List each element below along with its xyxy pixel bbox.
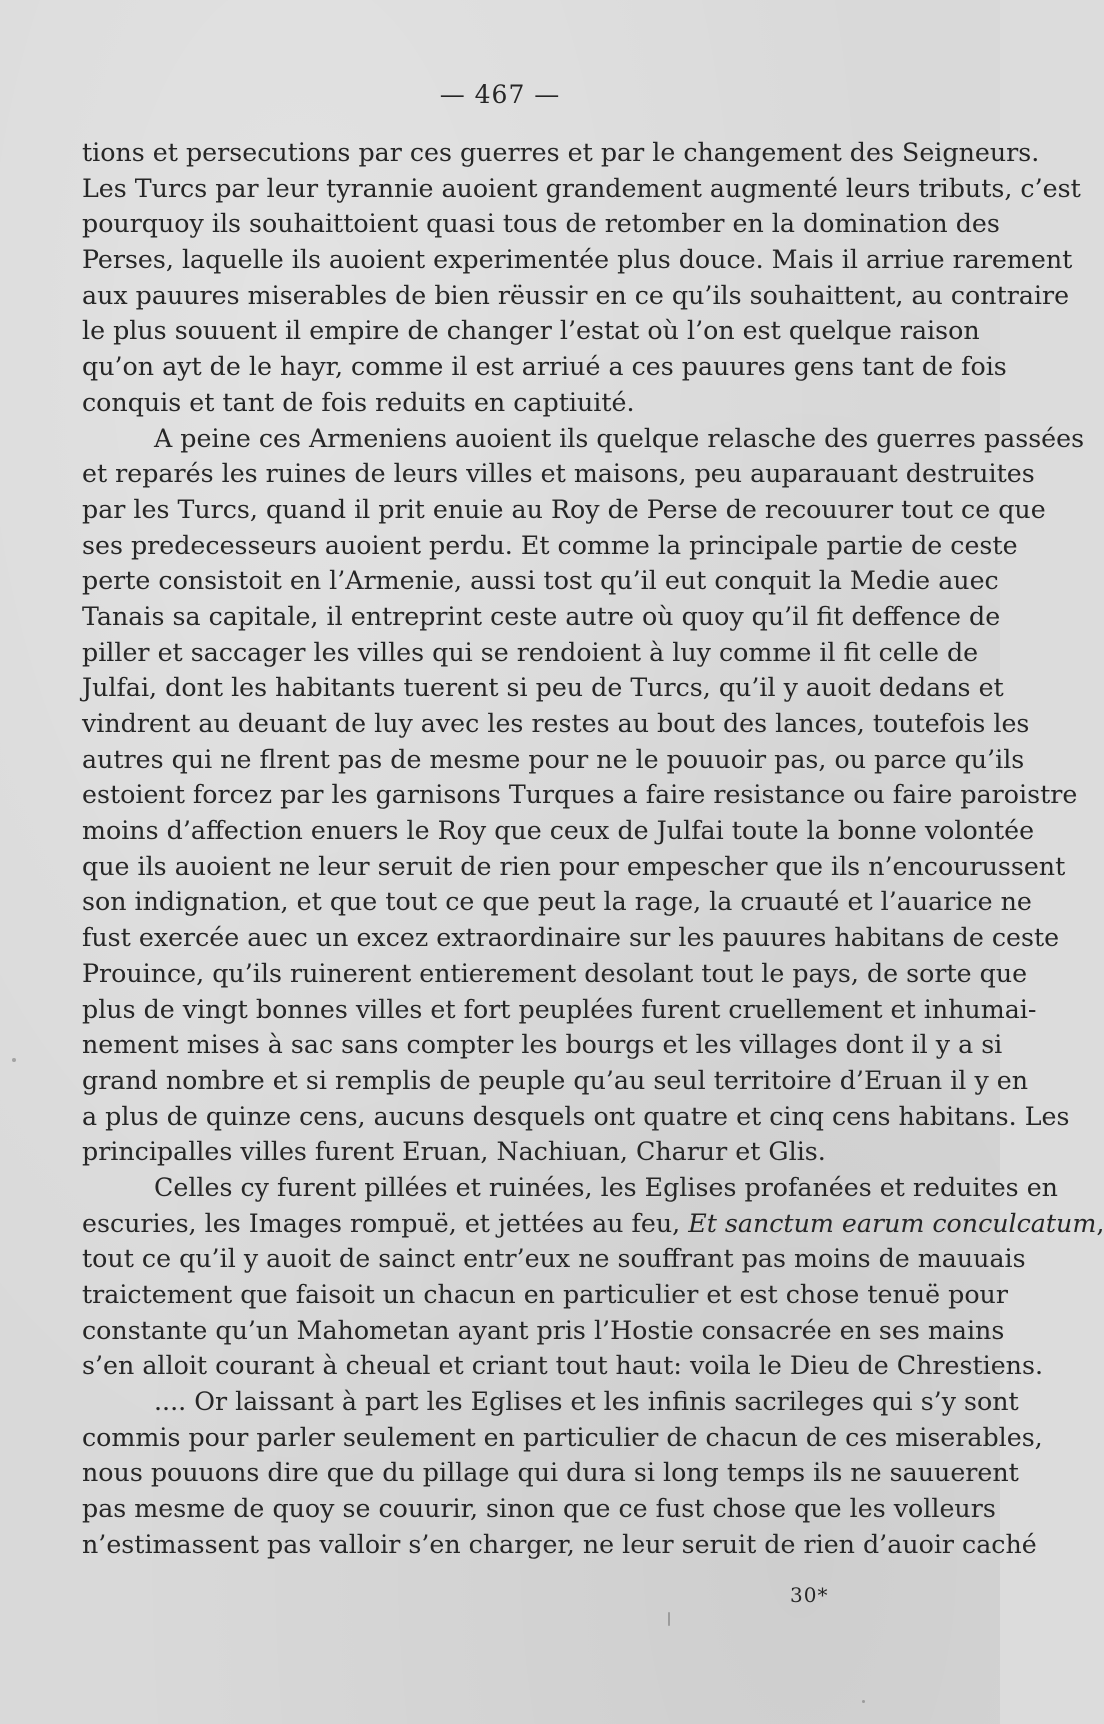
text-line: perte consistoit en l’Armenie, aussi tost qu’il eut conquit la Medie auec bbox=[82, 566, 999, 596]
text-line: et reparés les ruines de leurs villes et maisons, peu auparauant destruites bbox=[82, 459, 1035, 489]
text-line: le plus souuent il empire de changer l’estat où l’on est quelque raison bbox=[82, 316, 980, 346]
text-line: n’estimassent pas valloir s’en charger, ne leur seruit de rien d’auoir caché bbox=[82, 1529, 1037, 1559]
text-line: moins d’affection enuers le Roy que ceux de Julfai toute la bonne volontée bbox=[82, 816, 1035, 846]
text-line: traictement que faisoit un chacun en particulier et est chose tenuë pour bbox=[82, 1280, 1008, 1309]
text-line: vindrent au deuant de luy avec les restes au bout des lances, toutefois les bbox=[82, 709, 1030, 738]
text-line: tions et persecutions par ces guerres et par le changement des Seigneurs. bbox=[82, 138, 1040, 167]
text-line: s’en alloit courant à cheual et criant tout haut: voila le Dieu de Chrestiens. bbox=[82, 1351, 1043, 1381]
text-line: grand nombre et si remplis de peuple qu’au seul territoire d’Eruan il y en bbox=[82, 1065, 1029, 1095]
text-line: aux pauures miserables de bien rëussir en ce qu’ils souhaittent, au contraire bbox=[82, 280, 1070, 310]
text-line: pas mesme de quoy se couurir, sinon que ce fust chose que les volleurs bbox=[82, 1494, 996, 1524]
text-line: ses predecesseurs auoient perdu. Et comme la principale partie de ceste bbox=[82, 530, 1018, 560]
paper-speck bbox=[862, 1700, 865, 1703]
text-line: Julfai, dont les habitants tuerent si peu de Turcs, qu’il y auoit dedans et bbox=[82, 673, 1004, 703]
text-line: a plus de quinze cens, aucuns desquels ont quatre et cinq cens habitans. Les bbox=[82, 1101, 1070, 1131]
text-line: constante qu’un Mahometan ayant pris l’Hostie consacrée en ses mains bbox=[82, 1315, 1005, 1345]
text-line: pourquoy ils souhaittoient quasi tous de retomber en la domination des bbox=[82, 209, 1000, 239]
paper-speck bbox=[12, 1058, 16, 1062]
text-line: conquis et tant de fois reduits en captiuité. bbox=[82, 387, 635, 417]
text-line: principalles villes furent Eruan, Nachiuan, Charur et Glis. bbox=[82, 1137, 826, 1167]
text-line: son indignation, et que tout ce que peut la rage, la cruauté et l’auarice ne bbox=[82, 887, 1032, 917]
signature-mark: 30* bbox=[790, 1583, 829, 1607]
text-line: escuries, les Images rompuë, et jettées au feu, Et sanctum earum conculcatum, bbox=[82, 1208, 1104, 1238]
text-line: autres qui ne flrent pas de mesme pour ne le pouuoir pas, ou parce qu’ils bbox=[82, 744, 1025, 774]
text-line: estoient forcez par les garnisons Turques a faire resistance ou faire paroistre bbox=[82, 780, 1078, 810]
text-line: nement mises à sac sans compter les bourgs et les villages dont il y a si bbox=[82, 1030, 1003, 1060]
page-number: — 467 — bbox=[439, 80, 561, 109]
text-line: fust exercée auec un excez extraordinaire sur les pauures habitans de ceste bbox=[82, 923, 1060, 953]
text-line: piller et saccager les villes qui se rendoient à luy comme il fit celle de bbox=[82, 637, 979, 667]
text-line: tout ce qu’il y auoit de sainct entr’eux ne souffrant pas moins de mauuais bbox=[82, 1244, 1026, 1274]
text-line: par les Turcs, quand il prit enuie au Roy de Perse de recouurer tout ce que bbox=[82, 494, 1046, 524]
text-line: que ils auoient ne leur seruit de rien pour empescher que ils n’encourussent bbox=[82, 851, 1066, 881]
text-line: A peine ces Armeniens auoient ils quelque relasche des guerres passées bbox=[154, 423, 1085, 453]
text-line: Perses, laquelle ils auoient experimentée plus douce. Mais il arriue rarement bbox=[82, 245, 1073, 275]
text-line: plus de vingt bonnes villes et fort peuplées furent cruellement et inhumai- bbox=[82, 994, 1037, 1024]
text-line: Prouince, qu’ils ruinerent entierement desolant tout le pays, de sorte que bbox=[82, 958, 1028, 988]
text-line: qu’on ayt de le hayr, comme il est arriué a ces pauures gens tant de fois bbox=[82, 352, 1007, 382]
text-line: nous pouuons dire que du pillage qui dura si long temps ils ne sauuerent bbox=[82, 1458, 1019, 1488]
text-line: Les Turcs par leur tyrannie auoient grandement augmenté leurs tributs, c’est bbox=[82, 173, 1081, 203]
text-line: commis pour parler seulement en particulier de chacun de ces miserables, bbox=[82, 1422, 1043, 1452]
text-line: Celles cy furent pillées et ruinées, les Eglises profanées et reduites en bbox=[154, 1172, 1058, 1202]
text-line: Tanais sa capitale, il entreprint ceste autre où quoy qu’il fit deffence de bbox=[82, 601, 1001, 631]
paper-speck bbox=[668, 1612, 670, 1626]
body-text bbox=[82, 135, 1104, 1563]
text-line: .... Or laissant à part les Eglises et les infinis sacrileges qui s’y sont bbox=[154, 1387, 1019, 1417]
